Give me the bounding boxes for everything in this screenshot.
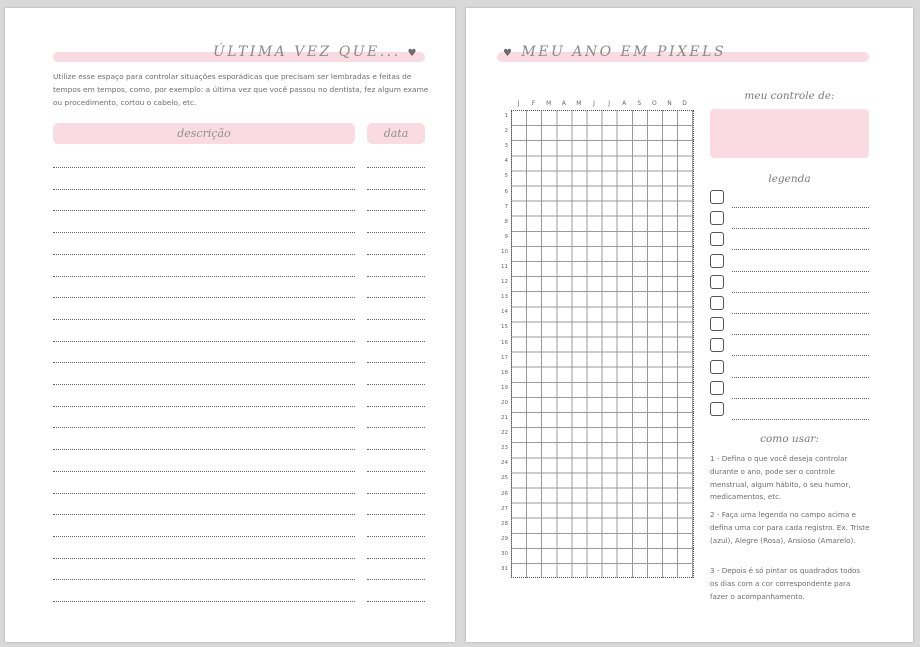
heart-icon: ♥ [503,48,515,59]
day-label: 26 [501,490,508,497]
description-line[interactable] [53,449,355,450]
page-title-text: ÚLTIMA VEZ QUE... [213,44,401,60]
description-line[interactable] [53,536,355,537]
day-label: 20 [501,399,508,406]
day-label: 5 [504,173,508,180]
date-line[interactable] [367,167,425,168]
day-label: 2 [504,128,508,135]
month-label: N [667,100,672,107]
month-label: A [561,100,566,107]
month-label: J [593,100,595,107]
day-label: 4 [504,158,508,165]
description-line[interactable] [53,167,355,168]
legend-checkbox[interactable] [710,254,724,268]
howto-step: 1 - Defina o que você deseja controlar durante o ano, pode ser o controle menstrual, algum hábito, o seu humor, medicamentos, etc. [710,454,851,502]
legend-line[interactable] [732,207,869,208]
day-label: 30 [501,550,508,557]
day-label: 16 [501,339,508,346]
month-label: J [608,100,610,107]
legend-line[interactable] [732,377,869,378]
day-label: 27 [501,505,508,512]
description-line[interactable] [53,558,355,559]
day-label: 23 [501,445,508,452]
day-label: 7 [504,203,508,210]
day-label: 8 [504,218,508,225]
legend-checkbox[interactable] [710,190,724,204]
description-line[interactable] [53,579,355,580]
description-header: descrição [53,123,355,144]
description-line[interactable] [53,210,355,211]
date-line[interactable] [367,493,425,494]
day-label: 22 [501,430,508,437]
day-label: 29 [501,535,508,542]
day-label: 3 [504,143,508,150]
date-line[interactable] [367,406,425,407]
day-label: 15 [501,324,508,331]
description-line[interactable] [53,493,355,494]
month-label: J [517,100,520,107]
day-label: 14 [501,309,508,316]
day-label: 11 [501,264,508,270]
description-line[interactable] [53,319,355,320]
date-line[interactable] [367,210,425,211]
legend-line[interactable] [732,249,869,250]
day-label: 12 [501,279,508,286]
day-label: 18 [501,369,508,376]
legend-checkbox[interactable] [710,338,724,352]
description-line[interactable] [53,232,355,233]
day-label: 28 [501,520,508,527]
legend-line[interactable] [732,355,869,356]
description-line[interactable] [53,427,355,428]
control-title: meu controle de: [744,90,835,102]
description-line[interactable] [53,384,355,385]
legend-checkbox[interactable] [710,360,724,374]
description-line[interactable] [53,471,355,472]
date-line[interactable] [367,579,425,580]
pixel-grid[interactable] [511,110,694,578]
legend-checkbox[interactable] [710,317,724,331]
date-line[interactable] [367,189,425,190]
day-label: 9 [504,233,508,240]
description-line[interactable] [53,297,355,298]
month-label: F [531,100,536,107]
legend-checkbox[interactable] [710,402,724,416]
howto-step: 2 - Faça uma legenda no campo acima e defina uma cor para cada registro. Ex. Triste (azul), Alegre (Rosa), Ansioso (Amarelo). [710,510,870,545]
date-line[interactable] [367,362,425,363]
legend-checkbox[interactable] [710,381,724,395]
month-label: O [652,100,657,107]
date-line[interactable] [367,276,425,277]
legend-checkbox[interactable] [710,232,724,246]
date-line[interactable] [367,232,425,233]
howto-step: 3 - Depois é só pintar os quadrados todos os dias com a cor correspondente para fazer o acompanhamento. [710,566,861,601]
description-line[interactable] [53,601,355,602]
day-label: 1 [504,113,508,119]
date-line[interactable] [367,449,425,450]
date-line[interactable] [367,471,425,472]
month-label: D [682,100,687,107]
day-label: 10 [501,248,508,255]
day-label: 24 [501,460,508,467]
date-line[interactable] [367,514,425,515]
legend-line[interactable] [732,271,869,272]
date-line[interactable] [367,384,425,385]
planner-page-year-in-pixels [466,8,913,642]
page-title-text: MEU ANO EM PIXELS [521,44,727,60]
date-line[interactable] [367,558,425,559]
page-title [213,44,419,60]
description-line[interactable] [53,341,355,342]
description-line[interactable] [53,406,355,407]
day-label: 25 [501,475,508,482]
date-line[interactable] [367,319,425,320]
day-label: 31 [501,566,508,572]
legend-title: legenda [768,173,811,185]
description-line[interactable] [53,362,355,363]
legend-line[interactable] [732,313,869,314]
day-label: 17 [501,354,508,361]
legend-line[interactable] [732,398,869,399]
description-line[interactable] [53,189,355,190]
planner-page-last-time [5,8,455,642]
month-label: S [637,100,642,107]
day-label: 6 [504,188,508,195]
legend-line[interactable] [732,334,869,335]
date-line[interactable] [367,601,425,602]
legend-checkbox[interactable] [710,296,724,310]
day-label: 13 [501,294,508,301]
legend-line[interactable] [732,228,869,229]
month-label: M [576,100,582,107]
legend-checkbox[interactable] [710,275,724,289]
date-line[interactable] [367,254,425,255]
date-line[interactable] [367,536,425,537]
date-line[interactable] [367,427,425,428]
legend-line[interactable] [732,419,869,420]
description-line[interactable] [53,514,355,515]
intro-text: Utilize esse espaço para controlar situações esporádicas que precisam ser lembradas e feitas de tempos em tempos, como, por exemplo: a última vez que você passou no dentista, fez algum exame ou procedimento, cortou o cabelo, etc. [53,72,429,107]
legend-line[interactable] [732,292,869,293]
description-line[interactable] [53,254,355,255]
howto-title: como usar: [760,433,819,445]
control-box[interactable] [710,109,869,158]
month-label: A [622,100,627,107]
legend-checkbox[interactable] [710,211,724,225]
date-header: data [367,123,425,144]
date-line[interactable] [367,341,425,342]
day-label: 21 [501,415,508,421]
heart-icon: ♥ [407,48,419,59]
day-label: 19 [501,384,508,391]
page-title [503,44,726,60]
date-line[interactable] [367,297,425,298]
description-line[interactable] [53,276,355,277]
month-label: M [546,100,552,107]
